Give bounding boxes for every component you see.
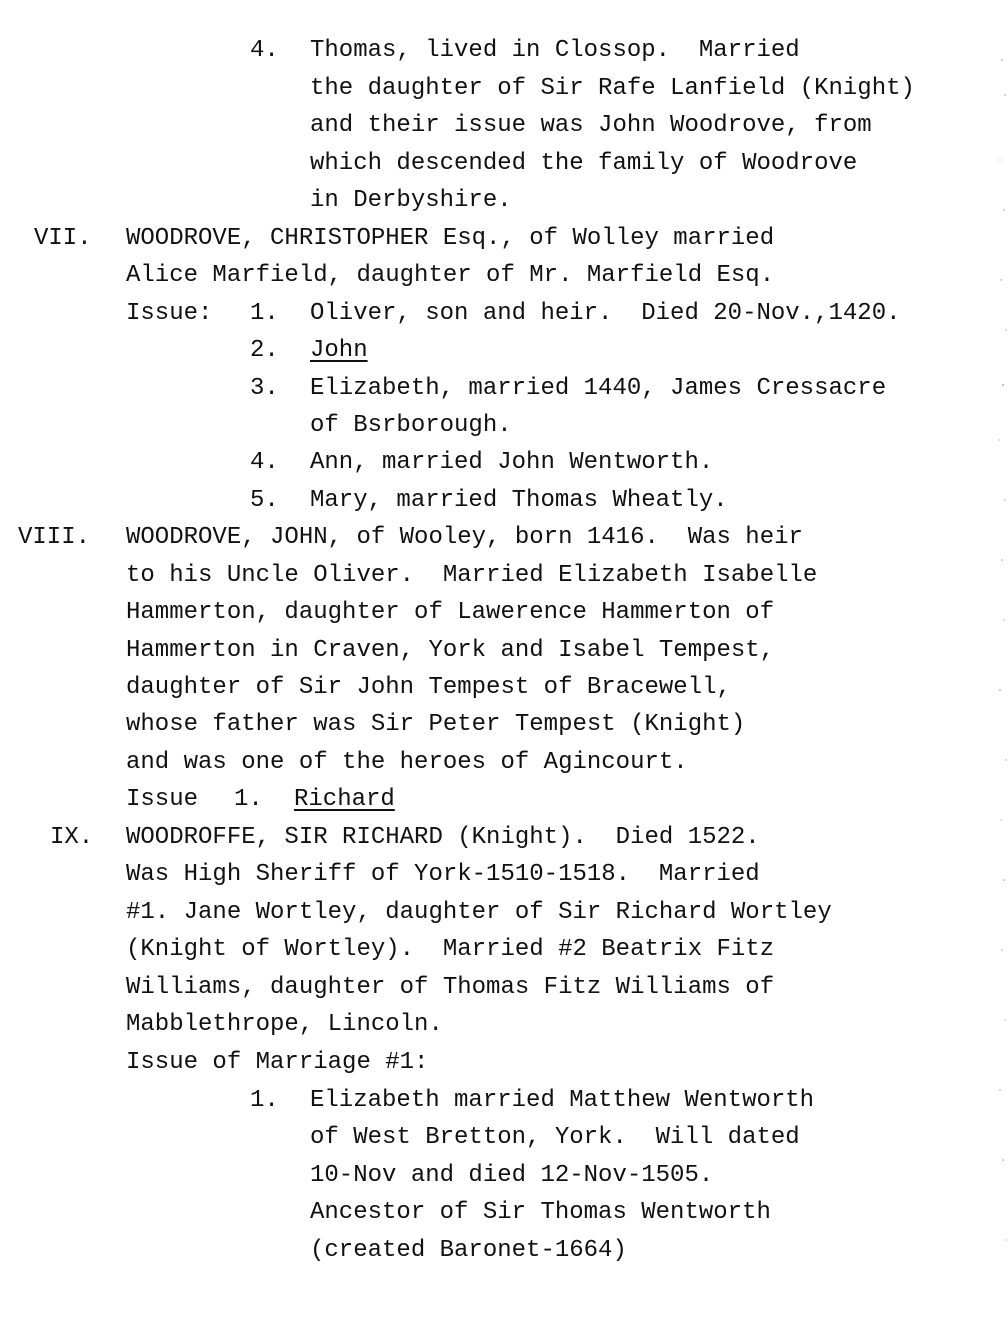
text-line: Ancestor of Sir Thomas Wentworth: [310, 1199, 771, 1226]
text-line: daughter of Sir John Tempest of Bracewell,: [126, 674, 731, 701]
text-line: WOODROVE, CHRISTOPHER Esq., of Wolley married: [126, 225, 775, 252]
scan-edge-noise: [992, 0, 1008, 1328]
item-number: 4.: [250, 37, 279, 64]
text-line: (Knight of Wortley). Married #2 Beatrix Fitz: [126, 936, 775, 963]
text-line: Mabblethrope, Lincoln.: [126, 1011, 443, 1038]
item-number: 2.: [250, 337, 279, 364]
issue-label: Issue of Marriage #1:: [126, 1049, 429, 1076]
issue-label: Issue: [126, 786, 199, 813]
text-line: Elizabeth, married 1440, James Cressacre: [310, 375, 887, 402]
item-number: 5.: [250, 487, 279, 514]
generation-numeral: VII.: [34, 225, 92, 252]
text-line: in Derbyshire.: [310, 187, 512, 214]
text-line: 10-Nov and died 12-Nov-1505.: [310, 1162, 714, 1189]
text-line: Alice Marfield, daughter of Mr. Marfield Esq.: [126, 262, 775, 289]
text-line: to his Uncle Oliver. Married Elizabeth Isabelle: [126, 562, 818, 589]
text-line: Elizabeth married Matthew Wentworth: [310, 1087, 815, 1114]
text-line: and their issue was John Woodrove, from: [310, 112, 872, 139]
text-line: Williams, daughter of Thomas Fitz Williams of: [126, 974, 775, 1001]
text-line: the daughter of Sir Rafe Lanfield (Knight): [310, 75, 915, 102]
text-line: of Bsrborough.: [310, 412, 512, 439]
item-number: 1.: [234, 786, 263, 813]
item-number: 1.: [250, 300, 279, 327]
text-line: whose father was Sir Peter Tempest (Knight): [126, 711, 746, 738]
text-line: Hammerton in Craven, York and Isabel Tempest,: [126, 637, 775, 664]
text-line: which descended the family of Woodrove: [310, 150, 858, 177]
text-line: (created Baronet-1664): [310, 1237, 627, 1264]
text-line: Mary, married Thomas Wheatly.: [310, 487, 728, 514]
text-line: Hammerton, daughter of Lawerence Hammerton of: [126, 599, 775, 626]
generation-numeral: VIII.: [18, 524, 91, 551]
text-line: #1. Jane Wortley, daughter of Sir Richard Wortley: [126, 899, 832, 926]
issue-label: Issue:: [126, 300, 213, 327]
text-line: of West Bretton, York. Will dated: [310, 1124, 800, 1151]
text-line: Thomas, lived in Clossop. Married: [310, 37, 800, 64]
text-line: and was one of the heroes of Agincourt.: [126, 749, 688, 776]
generation-numeral: IX.: [50, 824, 94, 851]
text-line: WOODROFFE, SIR RICHARD (Knight). Died 1522.: [126, 824, 760, 851]
item-number: 3.: [250, 375, 279, 402]
item-number: 1.: [250, 1087, 279, 1114]
heir-name-underlined: John: [310, 337, 368, 364]
text-line: Ann, married John Wentworth.: [310, 449, 714, 476]
text-line: Oliver, son and heir. Died 20-Nov.,1420.: [310, 300, 901, 327]
text-line: WOODROVE, JOHN, of Wooley, born 1416. Was heir: [126, 524, 803, 551]
heir-name-underlined: Richard: [294, 786, 395, 813]
text-line: Was High Sheriff of York-1510-1518. Married: [126, 861, 760, 888]
item-number: 4.: [250, 449, 279, 476]
